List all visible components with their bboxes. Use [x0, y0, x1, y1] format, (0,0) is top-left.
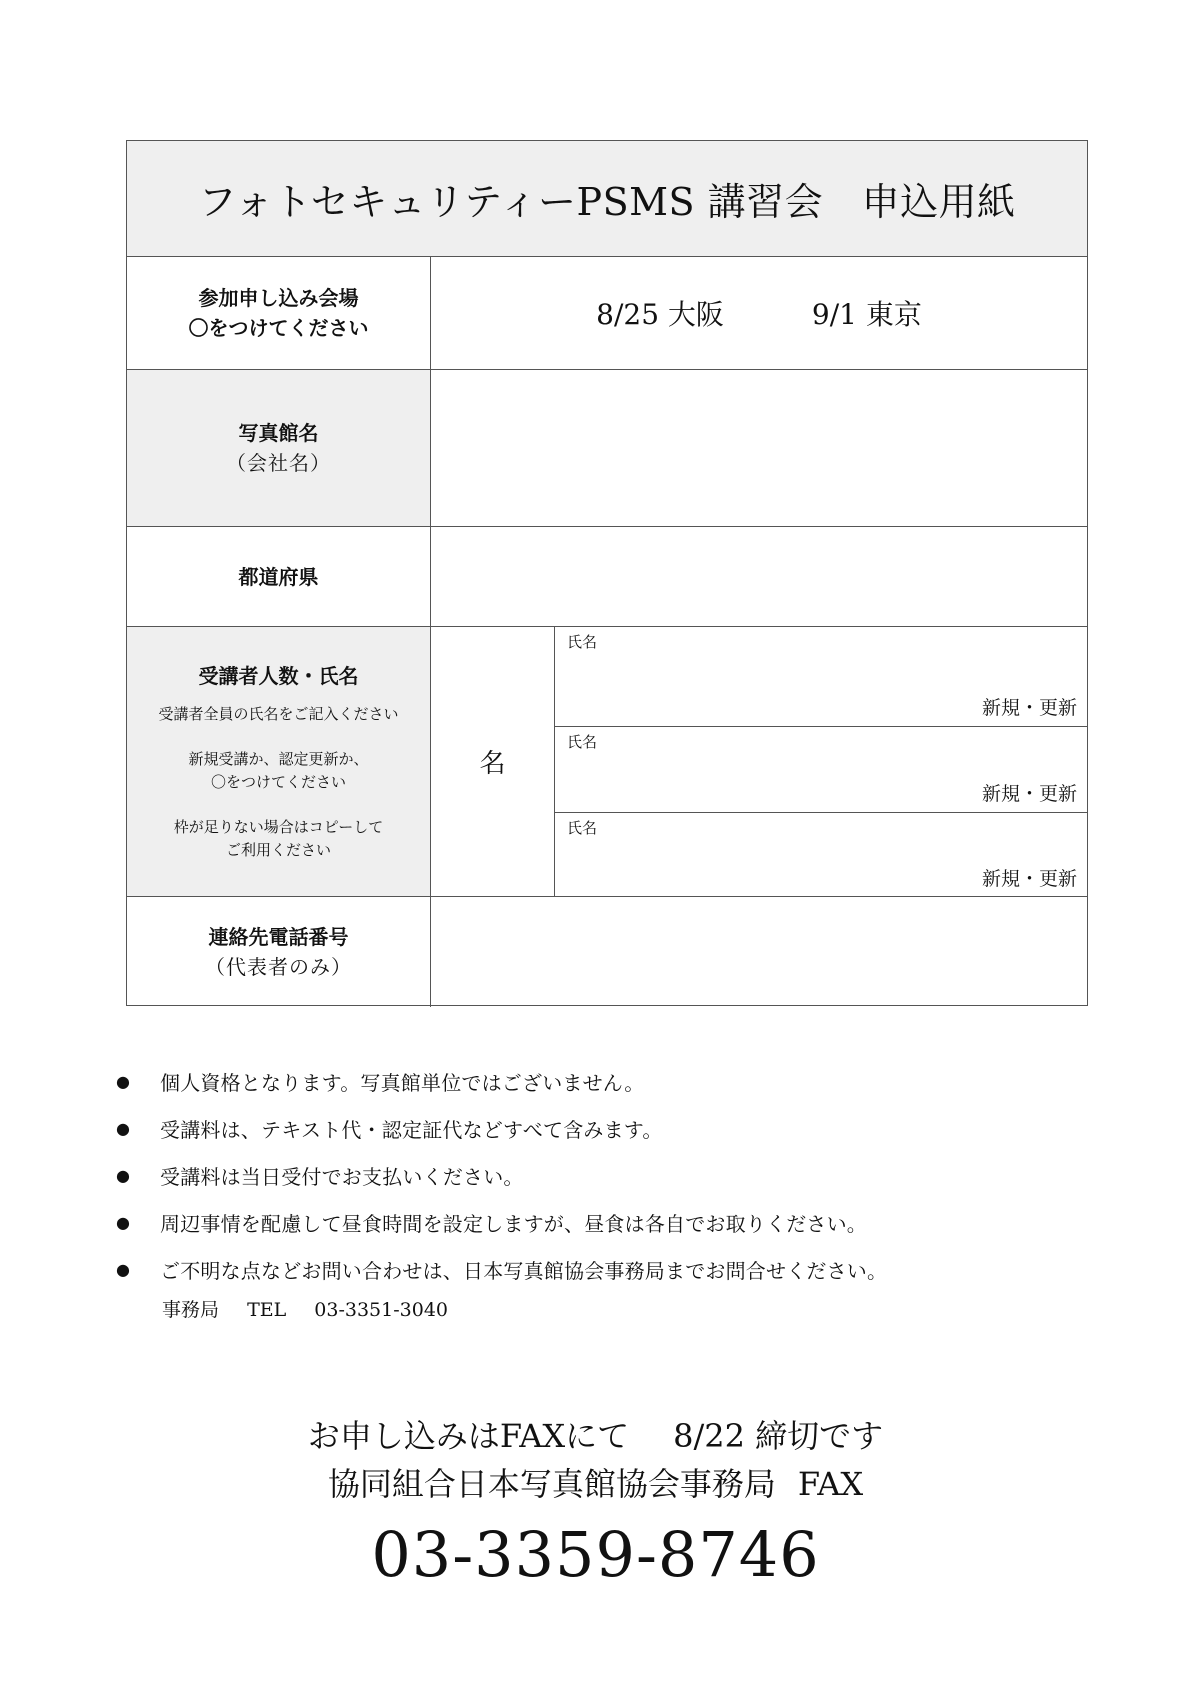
attendee-name-field[interactable] — [555, 726, 1087, 812]
attendees-note-names: 受講者全員の氏名をご記入ください — [158, 705, 399, 723]
venue-instruction: 〇をつけてください — [188, 316, 369, 340]
new-renew-option[interactable]: 新規・更新 — [981, 697, 1077, 719]
phone-row — [127, 896, 1087, 1007]
phone-field[interactable] — [431, 897, 1087, 1007]
note-text: 受講料は当日受付でお支払いください。 — [160, 1165, 524, 1189]
attendees-note-copy-1: 枠が足りない場合はコピーして — [173, 818, 384, 836]
studio-label-cell — [127, 370, 431, 526]
office-fax-line — [0, 1460, 1191, 1508]
venue-label-cell — [127, 257, 431, 369]
deadline: 8/22 締切です — [673, 1417, 884, 1455]
attendee-names — [555, 627, 1087, 896]
office-contact — [162, 1295, 1072, 1322]
prefecture-field[interactable] — [431, 527, 1087, 626]
name-label: 氏名 — [567, 819, 598, 837]
studio-name-field[interactable] — [431, 370, 1087, 526]
note-text: 個人資格となります。写真館単位ではございません。 — [160, 1071, 645, 1095]
list-item — [112, 1246, 1072, 1293]
application-form-table — [126, 140, 1088, 1006]
venue-row — [127, 256, 1087, 369]
attendees-label-cell — [127, 627, 431, 896]
prefecture-row — [127, 526, 1087, 626]
new-renew-option[interactable]: 新規・更新 — [981, 783, 1077, 805]
venue-option-tokyo[interactable]: 9/1 東京 — [811, 298, 922, 331]
prefecture-label-cell — [127, 527, 431, 626]
list-item — [112, 1152, 1072, 1199]
phone-sub-label: （代表者のみ） — [205, 955, 352, 979]
bullet-icon: ● — [116, 1166, 130, 1185]
phone-label-cell — [127, 897, 431, 1007]
phone-label: 連絡先電話番号 — [208, 925, 349, 949]
venue-option-osaka[interactable]: 8/25 大阪 — [596, 298, 724, 331]
attendees-label: 受講者人数・氏名 — [198, 664, 359, 688]
name-label: 氏名 — [567, 733, 598, 751]
note-text: 受講料は、テキスト代・認定証代などすべて含みます。 — [160, 1118, 663, 1142]
fax-label: FAX — [797, 1465, 864, 1503]
list-item — [112, 1199, 1072, 1246]
note-text: 周辺事情を配慮して昼食時間を設定しますが、昼食は各自でお取りください。 — [160, 1212, 867, 1236]
venue-label: 参加申し込み会場 — [198, 286, 359, 310]
attendee-count-field[interactable] — [431, 627, 555, 896]
tel-label: TEL — [247, 1299, 287, 1321]
studio-label: 写真館名 — [238, 421, 319, 445]
association-office: 協同組合日本写真館協会事務局 — [327, 1465, 776, 1503]
attendees-note-status-1: 新規受講か、認定更新か、 — [188, 750, 369, 768]
form-title: フォトセキュリティーPSMS 講習会 申込用紙 — [198, 180, 1016, 224]
notes-list — [112, 1058, 1072, 1322]
bullet-icon: ● — [116, 1213, 130, 1232]
attendee-count-unit: 名 — [479, 749, 506, 779]
note-text: ご不明な点などお問い合わせは、日本写真館協会事務局までお問合せください。 — [160, 1259, 888, 1283]
fax-footer — [0, 1412, 1191, 1598]
attendee-name-field[interactable] — [555, 627, 1087, 726]
office-label: 事務局 — [162, 1299, 220, 1321]
name-label: 氏名 — [567, 633, 598, 651]
bullet-icon: ● — [116, 1072, 130, 1091]
bullet-icon: ● — [116, 1260, 130, 1279]
attendees-row — [127, 626, 1087, 896]
company-label: （会社名） — [226, 451, 331, 475]
list-item — [112, 1058, 1072, 1105]
fax-deadline-line — [0, 1412, 1191, 1460]
list-item — [112, 1105, 1072, 1152]
fax-instruction: お申し込みはFAXにて — [307, 1417, 630, 1455]
form-title-row — [127, 141, 1087, 256]
office-phone: 03-3351-3040 — [314, 1299, 449, 1321]
studio-row — [127, 369, 1087, 526]
venue-options — [431, 257, 1087, 369]
bullet-icon: ● — [116, 1119, 130, 1138]
attendees-note-copy-2: ご利用ください — [225, 841, 331, 859]
attendee-name-field[interactable] — [555, 812, 1087, 897]
prefecture-label: 都道府県 — [238, 564, 319, 589]
fax-number: 03-3359-8746 — [371, 1518, 820, 1591]
attendees-note-status-2: 〇をつけてください — [210, 773, 346, 791]
new-renew-option[interactable]: 新規・更新 — [981, 868, 1077, 890]
